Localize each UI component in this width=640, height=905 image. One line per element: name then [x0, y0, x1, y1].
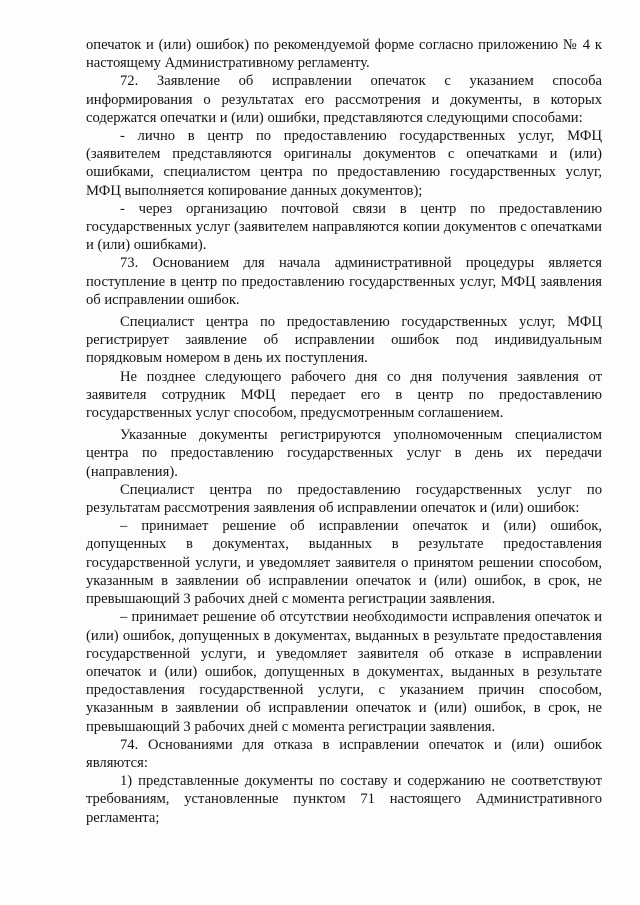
- paragraph-73-decision-refuse: – принимает решение об отсутствии необходимости исправления опечаток и (или) ошибок, допущенных в документах, выданных в результате предоставления государственной услуги, и уведомляет заявителя об отказе в исправлении опечаток и (или) ошибок, допущенных в документах, выданных в результате предоставления государственной услуги, с указанием причин способом, указанным в заявлении об исправлении опечаток и (или) ошибок, в срок, не превышающий 3 рабочих дней с момента регистрации заявления.: [86, 609, 602, 735]
- paragraph-73-registration: Специалист центра по предоставлению государственных услуг, МФЦ регистрирует заявление об исправлении ошибок под индивидуальным порядковым номером в день их поступления.: [86, 314, 602, 367]
- paragraph-74: 74. Основаниями для отказа в исправлении опечаток и (или) ошибок являются:: [86, 736, 602, 771]
- paragraph-73: 73. Основанием для начала административной процедуры является поступление в центр по предоставлению государственных услуг, МФЦ заявления об исправлении ошибок.: [86, 255, 602, 308]
- paragraph-72-item-in-person: - лично в центр по предоставлению государственных услуг, МФЦ (заявителем представляются оригиналы документов с опечатками и (или) ошибками, специалистом центра по предоставлению государственных услуг, МФЦ выполняется копирование данных документов);: [86, 128, 602, 199]
- paragraph-73-documents-registered: Указанные документы регистрируются уполномоченным специалистом центра по предоставлению государственных услуг в день их передачи (направления).: [86, 427, 602, 480]
- paragraph-continuation: опечаток и (или) ошибок) по рекомендуемой форме согласно приложению № 4 к настоящему Административному регламенту.: [86, 37, 602, 72]
- paragraph-72: 72. Заявление об исправлении опечаток с указанием способа информирования о результатах его рассмотрения и документы, в которых содержатся опечатки и (или) ошибки, представляются следующими способами:: [86, 73, 602, 126]
- paragraph-73-decision-correct: – принимает решение об исправлении опечаток и (или) ошибок, допущенных в документах, выданных в результате предоставления государственной услуги, и уведомляет заявителя о принятом решении способом, указанным в заявлении об исправлении опечаток и (или) ошибок, в срок, не превышающий 3 рабочих дней с момента регистрации заявления.: [86, 518, 602, 608]
- paragraph-74-item-1: 1) представленные документы по составу и содержанию не соответствуют требованиям, установленные пунктом 71 настоящего Административного регламента;: [86, 773, 602, 826]
- paragraph-72-item-post: - через организацию почтовой связи в центр по предоставлению государственных услуг (заявителем направляются копии документов с опечатками и (или) ошибками).: [86, 200, 602, 254]
- paragraph-73-transfer: Не позднее следующего рабочего дня со дня получения заявления от заявителя сотрудник МФЦ передает его в центр по предоставлению государственных услуг способом, предусмотренным соглашением.: [86, 368, 602, 422]
- document-body: [86, 36, 602, 827]
- paragraph-73-specialist-review: Специалист центра по предоставлению государственных услуг по результатам рассмотрения заявления об исправлении опечаток и (или) ошибок:: [86, 481, 602, 517]
